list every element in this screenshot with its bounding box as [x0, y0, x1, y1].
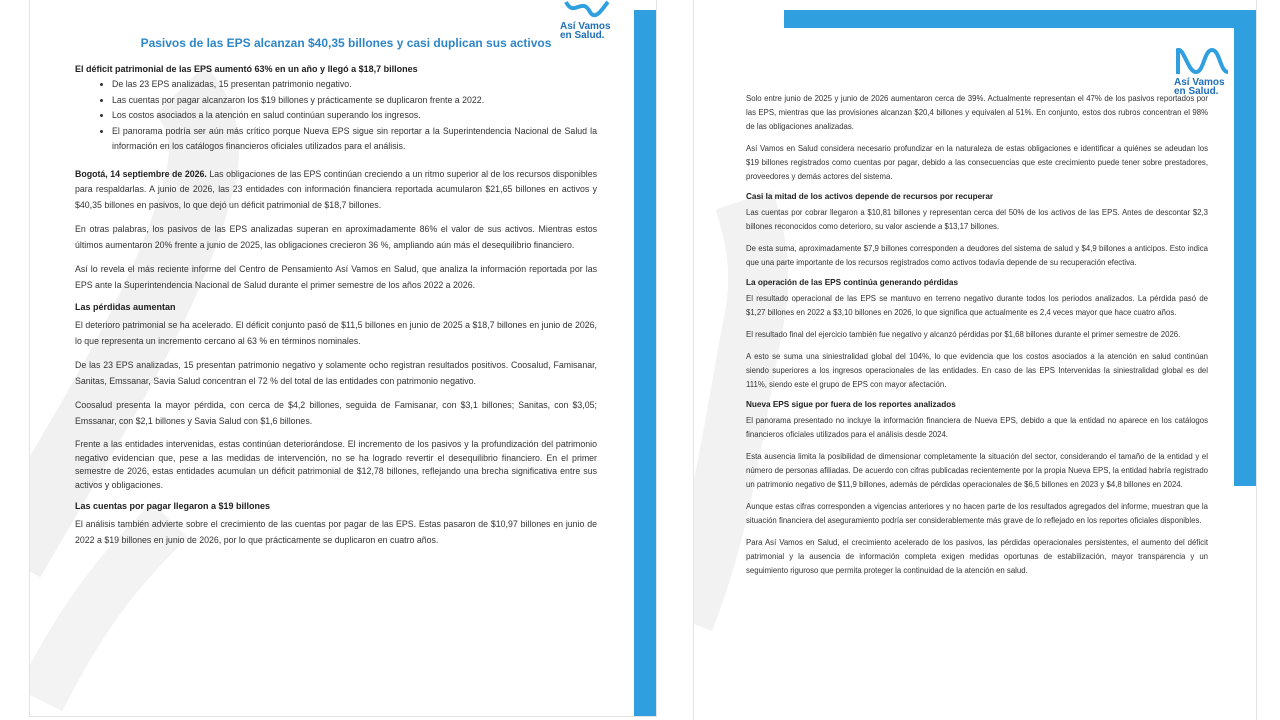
section-heading-assets: Casi la mitad de los activos depende de recursos por recuperar — [746, 192, 994, 201]
summary-bullet: • El panorama podría ser aún más crítico porque Nueva EPS sigue sin reportar a la Superintendencia Nacional de Salud la información en los catálogos financieros oficiales utilizados para el análisis. — [112, 124, 597, 155]
dateline: Bogotá, 14 septiembre de 2026. — [75, 168, 207, 179]
paragraph: En otras palabras, los pasivos de las EPS analizadas superan en aproximadamente 86% el valor de sus activos. Mientras estos últimos aumentaron 20% frente a junio de 2025, las obligaciones crecieron 36 %, ampliando aún más el desequilibrio financiero. — [75, 224, 597, 250]
paragraph: Frente a las entidades intervenidas, estas continúan deteriorándose. El incremento de los pasivos y la profundización del patrimonio negativo evidencian que, pese a las medidas de intervención, no se ha logrado revertir el desequilibrio financiero. En el primer semestre de 2026, estas entidades acumulan un déficit patrimonial de $12,78 billones, reflejando una brecha significativa entre sus activos y obligaciones. — [75, 439, 597, 490]
paragraph: A esto se suma una siniestralidad global del 104%, lo que evidencia que los costos asociados a la atención en salud continúan siendo superiores a los ingresos operacionales de las entidades. En caso de las EPS Intervenidas la siniestralidad global es del 111%, siendo este el grupo de EPS con mayor afectación. — [746, 352, 1208, 389]
logo-text-line2: en Salud. — [560, 30, 605, 41]
paragraph: El panorama presentado no incluye la información financiera de Nueva EPS, debido a que la entidad no aparece en los catálogos financieros oficiales utilizados para el análisis desde 2024. — [746, 416, 1208, 439]
summary-bullet: • De las 23 EPS analizadas, 15 presentan patrimonio negativo. — [112, 77, 597, 93]
section-heading-losses: Las pérdidas aumentan — [75, 302, 176, 312]
document-page-1 — [30, 0, 656, 716]
brand-logo — [1174, 44, 1232, 96]
summary-bullet: • Las cuentas por pagar alcanzaron los $19 billones y prácticamente se duplicaron frente a 2022. — [112, 93, 597, 109]
logo-mark-icon — [1174, 44, 1232, 78]
summary-bullet-list — [75, 77, 597, 155]
paragraph: Las cuentas por cobrar llegaron a $10,81 billones y representan cerca del 50% de los activos de las EPS. Antes de descontar $2,3 billones reconocidos como deterioro, su valor asciende a $13,17 billones. — [746, 208, 1208, 231]
paragraph: El resultado final del ejercicio también fue negativo y alcanzó pérdidas por $1,68 billones durante el primer semestre de 2026. — [746, 330, 1181, 339]
paragraph: De esta suma, aproximadamente $7,9 billones corresponden a deudores del sistema de salud y $4,9 billones a anticipos. Esto indica que una parte importante de los recursos registrados como activos todavía depende de su recuperación efectiva. — [746, 244, 1208, 267]
page-2-content — [746, 92, 1208, 586]
logo-text-line1: Así Vamos — [560, 21, 611, 32]
summary-bullet: • Los costos asociados a la atención en salud continúan superando los ingresos. — [112, 108, 597, 124]
paragraph: Aunque estas cifras corresponden a vigencias anteriores y no hacen parte de los resultados agregados del informe, muestran que la situación financiera del aseguramiento podría ser considerablemente más grave de lo reflejado en los reportes oficiales disponibles. — [746, 502, 1208, 525]
accent-bar-right — [634, 10, 656, 716]
paragraph: Esta ausencia limita la posibilidad de dimensionar completamente la situación del sector, considerando el tamaño de la entidad y el número de personas afiliadas. De acuerdo con cifras publicadas recientemente por la propia Nueva EPS, la entidad habría registrado un patrimonio negativo de $11,9 billones, además de pérdidas operacionales de $6,5 billones en 2023 y $4,8 billones en 2024. — [746, 452, 1208, 489]
paragraph: Coosalud presenta la mayor pérdida, con cerca de $4,2 billones, seguida de Famisanar, con $3,1 billones; Sanitas, con $3,05; Emssanar, con $2,1 billones y Savia Salud con $1,6 billones. — [75, 400, 597, 426]
brand-logo — [560, 0, 612, 40]
paragraph: Así lo revela el más reciente informe del Centro de Pensamiento Así Vamos en Salud, que analiza la información reportada por las EPS ante la Superintendencia Nacional de Salud durante el primer semestre de los años 2022 a 2026. — [75, 264, 597, 290]
paragraph: El resultado operacional de las EPS se mantuvo en terreno negativo durante todos los periodos analizados. La pérdida pasó de $1,27 billones en 2022 a $3,10 billones en 2026, lo que significa que actualmente es 2,4 veces mayor que hace cuatro años. — [746, 294, 1208, 317]
paragraph: Así Vamos en Salud considera necesario profundizar en la naturaleza de estas obligaciones e identificar a quiénes se adeudan los $19 billones registrados como cuentas por pagar, debido a las consecuencias que este crecimiento puede tener sobre prestadores, proveedores y demás actores del sistema. — [746, 144, 1208, 181]
section-heading-nueva-eps: Nueva EPS sigue por fuera de los reportes analizados — [746, 400, 956, 409]
logo-mark-icon — [560, 0, 612, 22]
accent-bar-top — [784, 10, 1256, 28]
logo-text-line1: Así Vamos — [1174, 77, 1225, 88]
document-page-2 — [694, 0, 1256, 720]
paragraph-body: Las obligaciones de las EPS continúan creciendo a un ritmo superior al de los recursos disponibles para respaldarlas. A junio de 2026, las 23 entidades con información financiera reportada acumularon $21,65 billones en activos y $40,35 billones en pasivos, lo que dejó un déficit patrimonial de $18,7 billones. — [75, 168, 597, 210]
document-title: Pasivos de las EPS alcanzan $40,35 billones y casi duplican sus activos — [140, 36, 552, 50]
page-1-content — [75, 36, 597, 557]
summary-heading: El déficit patrimonial de las EPS aumentó 63% en un año y llegó a $18,7 billones — [75, 64, 418, 74]
section-heading-payables: Las cuentas por pagar llegaron a $19 billones — [75, 501, 271, 511]
paragraph: Solo entre junio de 2025 y junio de 2026 aumentaron cerca de 39%. Actualmente representan el 47% de los pasivos reportados por las EPS, mientras que las provisiones alcanzan $20,4 billones y equivalen al 51%. En conjunto, estos dos rubros concentran el 98% de las obligaciones analizadas. — [746, 94, 1208, 131]
paragraph: El deterioro patrimonial se ha acelerado. El déficit conjunto pasó de $11,5 billones en junio de 2025 a $18,7 billones en junio de 2026, lo que representa un incremento cercano al 63 % en términos nominales. — [75, 320, 597, 346]
paragraph: Para Así Vamos en Salud, el crecimiento acelerado de los pasivos, las pérdidas operacionales persistentes, el aumento del déficit patrimonial y la ausencia de información completa exigen medidas oportunas de estabilización, mayor transparencia y un seguimiento riguroso que permita proteger la continuidad de la atención en salud. — [746, 538, 1208, 575]
section-heading-operation: La operación de las EPS continúa generando pérdidas — [746, 278, 959, 287]
accent-bar-right — [1234, 10, 1256, 486]
paragraph — [75, 167, 597, 214]
paragraph: El análisis también advierte sobre el crecimiento de las cuentas por pagar de las EPS. Estas pasaron de $10,97 billones en junio de 2022 a $19 billones en junio de 2026, por lo que prácticamente se duplicaron en cuatro años. — [75, 519, 597, 545]
paragraph: De las 23 EPS analizadas, 15 presentan patrimonio negativo y solamente ocho registran resultados positivos. Coosalud, Famisanar, Sanitas, Emssanar, Savia Salud concentran el 72 % del total de las entidades con patrimonio negativo. — [75, 360, 597, 386]
logo-text-line2: en Salud. — [1174, 86, 1219, 97]
